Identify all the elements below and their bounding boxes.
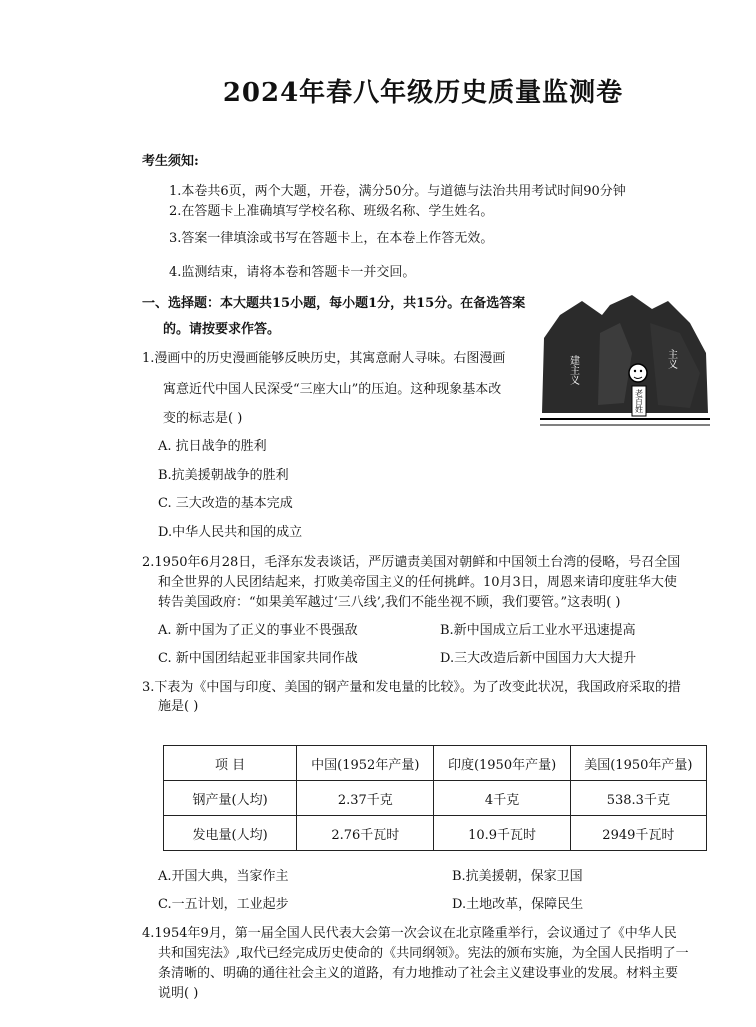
- table-row: [164, 816, 707, 851]
- notice-item: 4.监测结束，请将本卷和答题卡一并交回。: [169, 265, 416, 280]
- q4-stem-line: 条清晰的、明确的通往社会主义的道路，有力地推动了社会主义建设事业的发展。材料主要: [158, 966, 679, 981]
- q3-option-a: A.开国大典，当家作主: [158, 869, 289, 884]
- table-cell: 2949千瓦时: [570, 816, 706, 851]
- table-cell: 538.3千克: [570, 781, 706, 816]
- cartoon-label-people: 老百姓: [634, 389, 644, 413]
- cartoon-label-right: 主义: [665, 349, 677, 369]
- q2-option-c: C. 新中国团结起亚非国家共同作战: [158, 651, 358, 666]
- q3-stem-line: 3.下表为《中国与印度、美国的钢产量和发电量的比较》。为了改变此状况，我国政府采取的措: [142, 680, 681, 695]
- q3-stem-line: 施是( ): [158, 699, 199, 714]
- q3-option-c: C.一五计划，工业起步: [158, 897, 289, 912]
- steel-electricity-comparison-table: [163, 745, 707, 851]
- three-mountains-cartoon: [540, 293, 710, 433]
- q3-option-d: D.土地改革，保障民生: [452, 897, 584, 912]
- table-header-cell: 项 目: [164, 746, 297, 781]
- table-cell: 10.9千瓦时: [434, 816, 570, 851]
- figure-head-icon: [629, 364, 647, 382]
- table-cell: 钢产量(人均): [164, 781, 297, 816]
- table-header-cell: 印度(1950年产量): [434, 746, 570, 781]
- q1-stem-line: 变的标志是( ): [163, 411, 243, 426]
- table-header-row: [164, 746, 707, 781]
- q2-stem-line: 转告美国政府：“如果美军越过‘三八线’,我们不能坐视不顾，我们要管。”这表明( ): [158, 595, 621, 610]
- table-header-cell: 美国(1950年产量): [570, 746, 706, 781]
- q4-stem-line: 说明( ): [158, 986, 199, 1001]
- q2-option-d: D.三大改造后新中国国力大大提升: [440, 651, 637, 666]
- q2-option-a: A. 新中国为了正义的事业不畏强敌: [158, 623, 358, 638]
- table-cell: 2.37千克: [297, 781, 434, 816]
- q4-stem-line: 共和国宪法》,取代已经完成历史使命的《共同纲领》。宪法的颁布实施，为全国人民指明了一: [158, 946, 689, 961]
- q1-option-a: A. 抗日战争的胜利: [158, 439, 267, 454]
- notice-item: 1.本卷共6页，两个大题，开卷，满分50分。与道德与法治共用考试时间90分钟: [169, 184, 626, 199]
- table-row: [164, 781, 707, 816]
- q3-option-b: B.抗美援朝，保家卫国: [452, 869, 583, 884]
- notice-item: 3.答案一律填涂或书写在答题卡上，在本卷上作答无效。: [169, 231, 494, 246]
- notice-heading: 考生须知:: [142, 154, 199, 169]
- section-heading-line1: 一、选择题：本大题共15小题，每小题1分，共15分。在备选答案: [142, 296, 526, 311]
- q1-option-b: B.抗美援朝战争的胜利: [158, 468, 289, 483]
- table-header-cell: 中国(1952年产量): [297, 746, 434, 781]
- cartoon-label-left: 建主义: [567, 355, 579, 385]
- table-cell: 发电量(人均): [164, 816, 297, 851]
- page-title: 2024年春八年级历史质量监测卷: [222, 78, 624, 108]
- notice-item: 2.在答题卡上准确填写学校名称、班级名称、学生姓名。: [169, 204, 494, 219]
- q1-stem-line: 1.漫画中的历史漫画能够反映历史，其寓意耐人寻味。右图漫画: [142, 351, 506, 366]
- q2-option-b: B.新中国成立后工业水平迅速提高: [440, 623, 636, 638]
- table-cell: 4千克: [434, 781, 570, 816]
- section-heading-line2: 的。请按要求作答。: [163, 322, 281, 337]
- q2-stem-line: 2.1950年6月28日，毛泽东发表谈话，严厉谴责美国对朝鲜和中国领土台湾的侵略，号召全国: [142, 555, 681, 570]
- q1-option-c: C. 三大改造的基本完成: [158, 496, 293, 511]
- q1-option-d: D.中华人民共和国的成立: [158, 525, 303, 540]
- q4-stem-line: 4.1954年9月，第一届全国人民代表大会第一次会议在北京隆重举行，会议通过了《中华人民: [142, 926, 677, 941]
- table-cell: 2.76千瓦时: [297, 816, 434, 851]
- q2-stem-line: 和全世界的人民团结起来，打败美帝国主义的任何挑衅。10月3日，周恩来请印度驻华大使: [158, 575, 677, 590]
- q1-stem-line: 寓意近代中国人民深受“三座大山”的压迫。这种现象基本改: [163, 382, 502, 397]
